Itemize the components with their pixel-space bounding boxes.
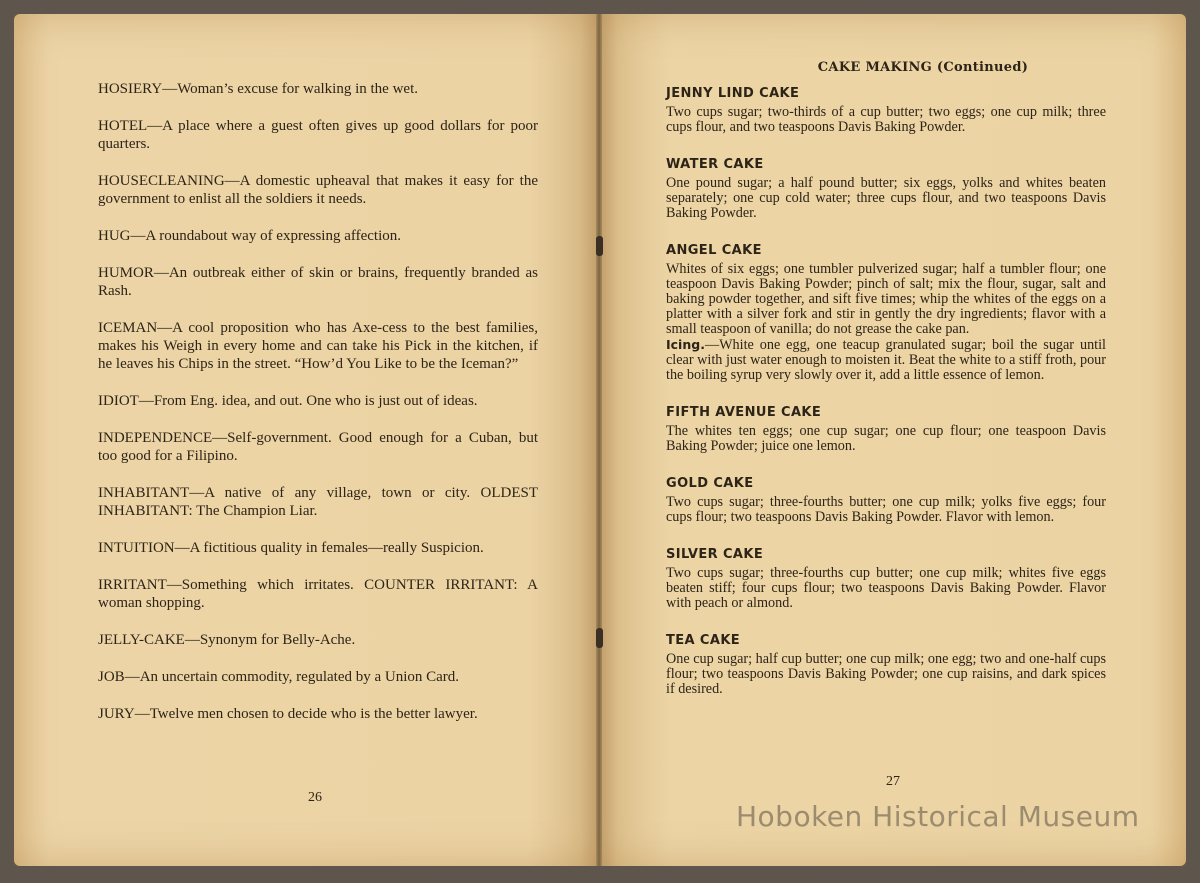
glossary-entry: [98, 631, 538, 649]
staple: [596, 628, 603, 648]
recipe: [666, 547, 1106, 611]
entry-definition: —A domestic upheaval that makes it easy for the government to enlist all the soldiers it needs.: [98, 173, 538, 207]
glossary-entry: [98, 319, 538, 373]
page-number-right: 27: [886, 774, 900, 789]
book-gutter: [596, 14, 602, 866]
entry-term: HOSIERY: [98, 81, 163, 97]
entry-term: IRRITANT: [98, 577, 167, 593]
page-number-left: 26: [308, 790, 322, 805]
entry-term: ICEMAN: [98, 320, 158, 336]
recipe: [666, 633, 1106, 697]
entry-term: INHABITANT: [98, 485, 190, 501]
entry-definition: —A roundabout way of expressing affection.: [130, 228, 401, 244]
entry-term: HUG: [98, 228, 131, 244]
entry-definition: —A native of any village, town or city. OLDEST INHABITANT: The Champion Liar.: [98, 485, 538, 519]
glossary-entry: [98, 172, 538, 208]
entry-definition: —An uncertain commodity, regulated by a Union Card.: [124, 669, 460, 685]
recipe-body: The whites ten eggs; one cup sugar; one cup flour; one teaspoon Davis Baking Powder; juice one lemon.: [666, 423, 1106, 454]
entry-definition: —From Eng. idea, and out. One who is just out of ideas.: [138, 393, 478, 409]
entry-term: JELLY-CAKE: [98, 632, 185, 648]
recipe-title: FIFTH AVENUE CAKE: [666, 405, 822, 420]
recipe-body: One cup sugar; half cup butter; one cup milk; one egg; two and one-half cups flour; two teaspoons Davis Baking Powder; one cup raisins, and dark spices if desired.: [666, 651, 1106, 697]
entry-term: JURY: [98, 706, 135, 722]
recipe-title: SILVER CAKE: [666, 547, 764, 562]
recipe-title: TEA CAKE: [666, 633, 741, 648]
section-heading: CAKE MAKING (Continued): [817, 60, 1029, 75]
entry-definition: —Woman’s excuse for walking in the wet.: [162, 81, 419, 97]
recipe-list: [666, 86, 1106, 719]
recipe-body: Whites of six eggs; one tumbler pulverized sugar; half a tumbler flour; one teaspoon Davis Baking Powder; pinch of salt; mix the flour, sugar, salt and baking powder together, and sift five times; whip the whites of the eggs on a platter with a silver fork and stir in gently the dry ingredients; flavor with a small teaspoon of vanilla; do not grease the cake pan.: [666, 261, 1106, 337]
staple: [596, 236, 603, 256]
glossary-entry: [98, 117, 538, 153]
entry-definition: —Self-government. Good enough for a Cuban, but too good for a Filipino.: [98, 430, 538, 464]
entry-term: IDIOT: [98, 393, 139, 409]
right-page: [600, 14, 1186, 866]
glossary-entry: [98, 429, 538, 465]
glossary-entry: [98, 576, 538, 612]
entry-term: HOUSECLEANING: [98, 173, 225, 189]
recipe-title: ANGEL CAKE: [666, 243, 762, 258]
recipe: [666, 405, 1106, 454]
icing-text: —White one egg, one teacup granulated sugar; boil the sugar until clear with just water enough to moisten it. Beat the white to a stiff froth, pour the boiling syrup very slowly over it, add a little essence of lemon.: [666, 337, 1106, 383]
recipe-title: GOLD CAKE: [666, 476, 754, 491]
icing-note: [666, 337, 1106, 383]
entry-definition: —Synonym for Belly-Ache.: [184, 632, 356, 648]
glossary-entry: [98, 484, 538, 520]
entry-definition: —Twelve men chosen to decide who is the better lawyer.: [134, 706, 478, 722]
glossary-entry: [98, 668, 538, 686]
entry-term: INDEPENDENCE: [98, 430, 213, 446]
glossary-entry: [98, 80, 538, 98]
recipe-body: One pound sugar; a half pound butter; six eggs, yolks and whites beaten separately; one cup cold water; three cups flour, and two teaspoons Davis Baking Powder.: [666, 175, 1106, 221]
glossary-entry: [98, 392, 538, 410]
recipe: [666, 476, 1106, 525]
entry-term: JOB: [98, 669, 125, 685]
recipe-body: Two cups sugar; three-fourths butter; one cup milk; yolks five eggs; four cups flour; two teaspoons Davis Baking Powder. Flavor with lemon.: [666, 494, 1106, 525]
recipe-title: JENNY LIND CAKE: [666, 86, 800, 101]
entry-term: HUMOR: [98, 265, 154, 281]
icing-label: Icing.: [666, 337, 705, 352]
glossary-list: [98, 80, 538, 742]
glossary-entry: [98, 227, 538, 245]
entry-term: INTUITION: [98, 540, 175, 556]
entry-definition: —Something which irritates. COUNTER IRRITANT: A woman shopping.: [98, 577, 538, 611]
recipe: [666, 243, 1106, 383]
glossary-entry: [98, 705, 538, 723]
glossary-entry: [98, 264, 538, 300]
watermark: Hoboken Historical Museum: [736, 800, 1140, 833]
left-page: [14, 14, 598, 866]
entry-definition: —A cool proposition who has Axe-cess to the best families, makes his Weigh in every home and can take his Pick in the kitchen, if he leaves his Chips in the street. “How’d You Like to be the Iceman?”: [98, 320, 538, 372]
entry-term: HOTEL: [98, 118, 148, 134]
recipe: [666, 157, 1106, 221]
recipe-body: Two cups sugar; three-fourths cup butter; one cup milk; whites five eggs beaten stiff; four cups flour; two teaspoons Davis Baking Powder. Flavor with peach or almond.: [666, 565, 1106, 611]
entry-definition: —A place where a guest often gives up good dollars for poor quarters.: [98, 118, 538, 152]
recipe-body: Two cups sugar; two-thirds of a cup butter; two eggs; one cup milk; three cups flour, and two teaspoons Davis Baking Powder.: [666, 104, 1106, 135]
recipe-title: WATER CAKE: [666, 157, 764, 172]
entry-definition: —An outbreak either of skin or brains, frequently branded as Rash.: [98, 265, 538, 299]
glossary-entry: [98, 539, 538, 557]
entry-definition: —A fictitious quality in females—really Suspicion.: [174, 540, 484, 556]
recipe: [666, 86, 1106, 135]
